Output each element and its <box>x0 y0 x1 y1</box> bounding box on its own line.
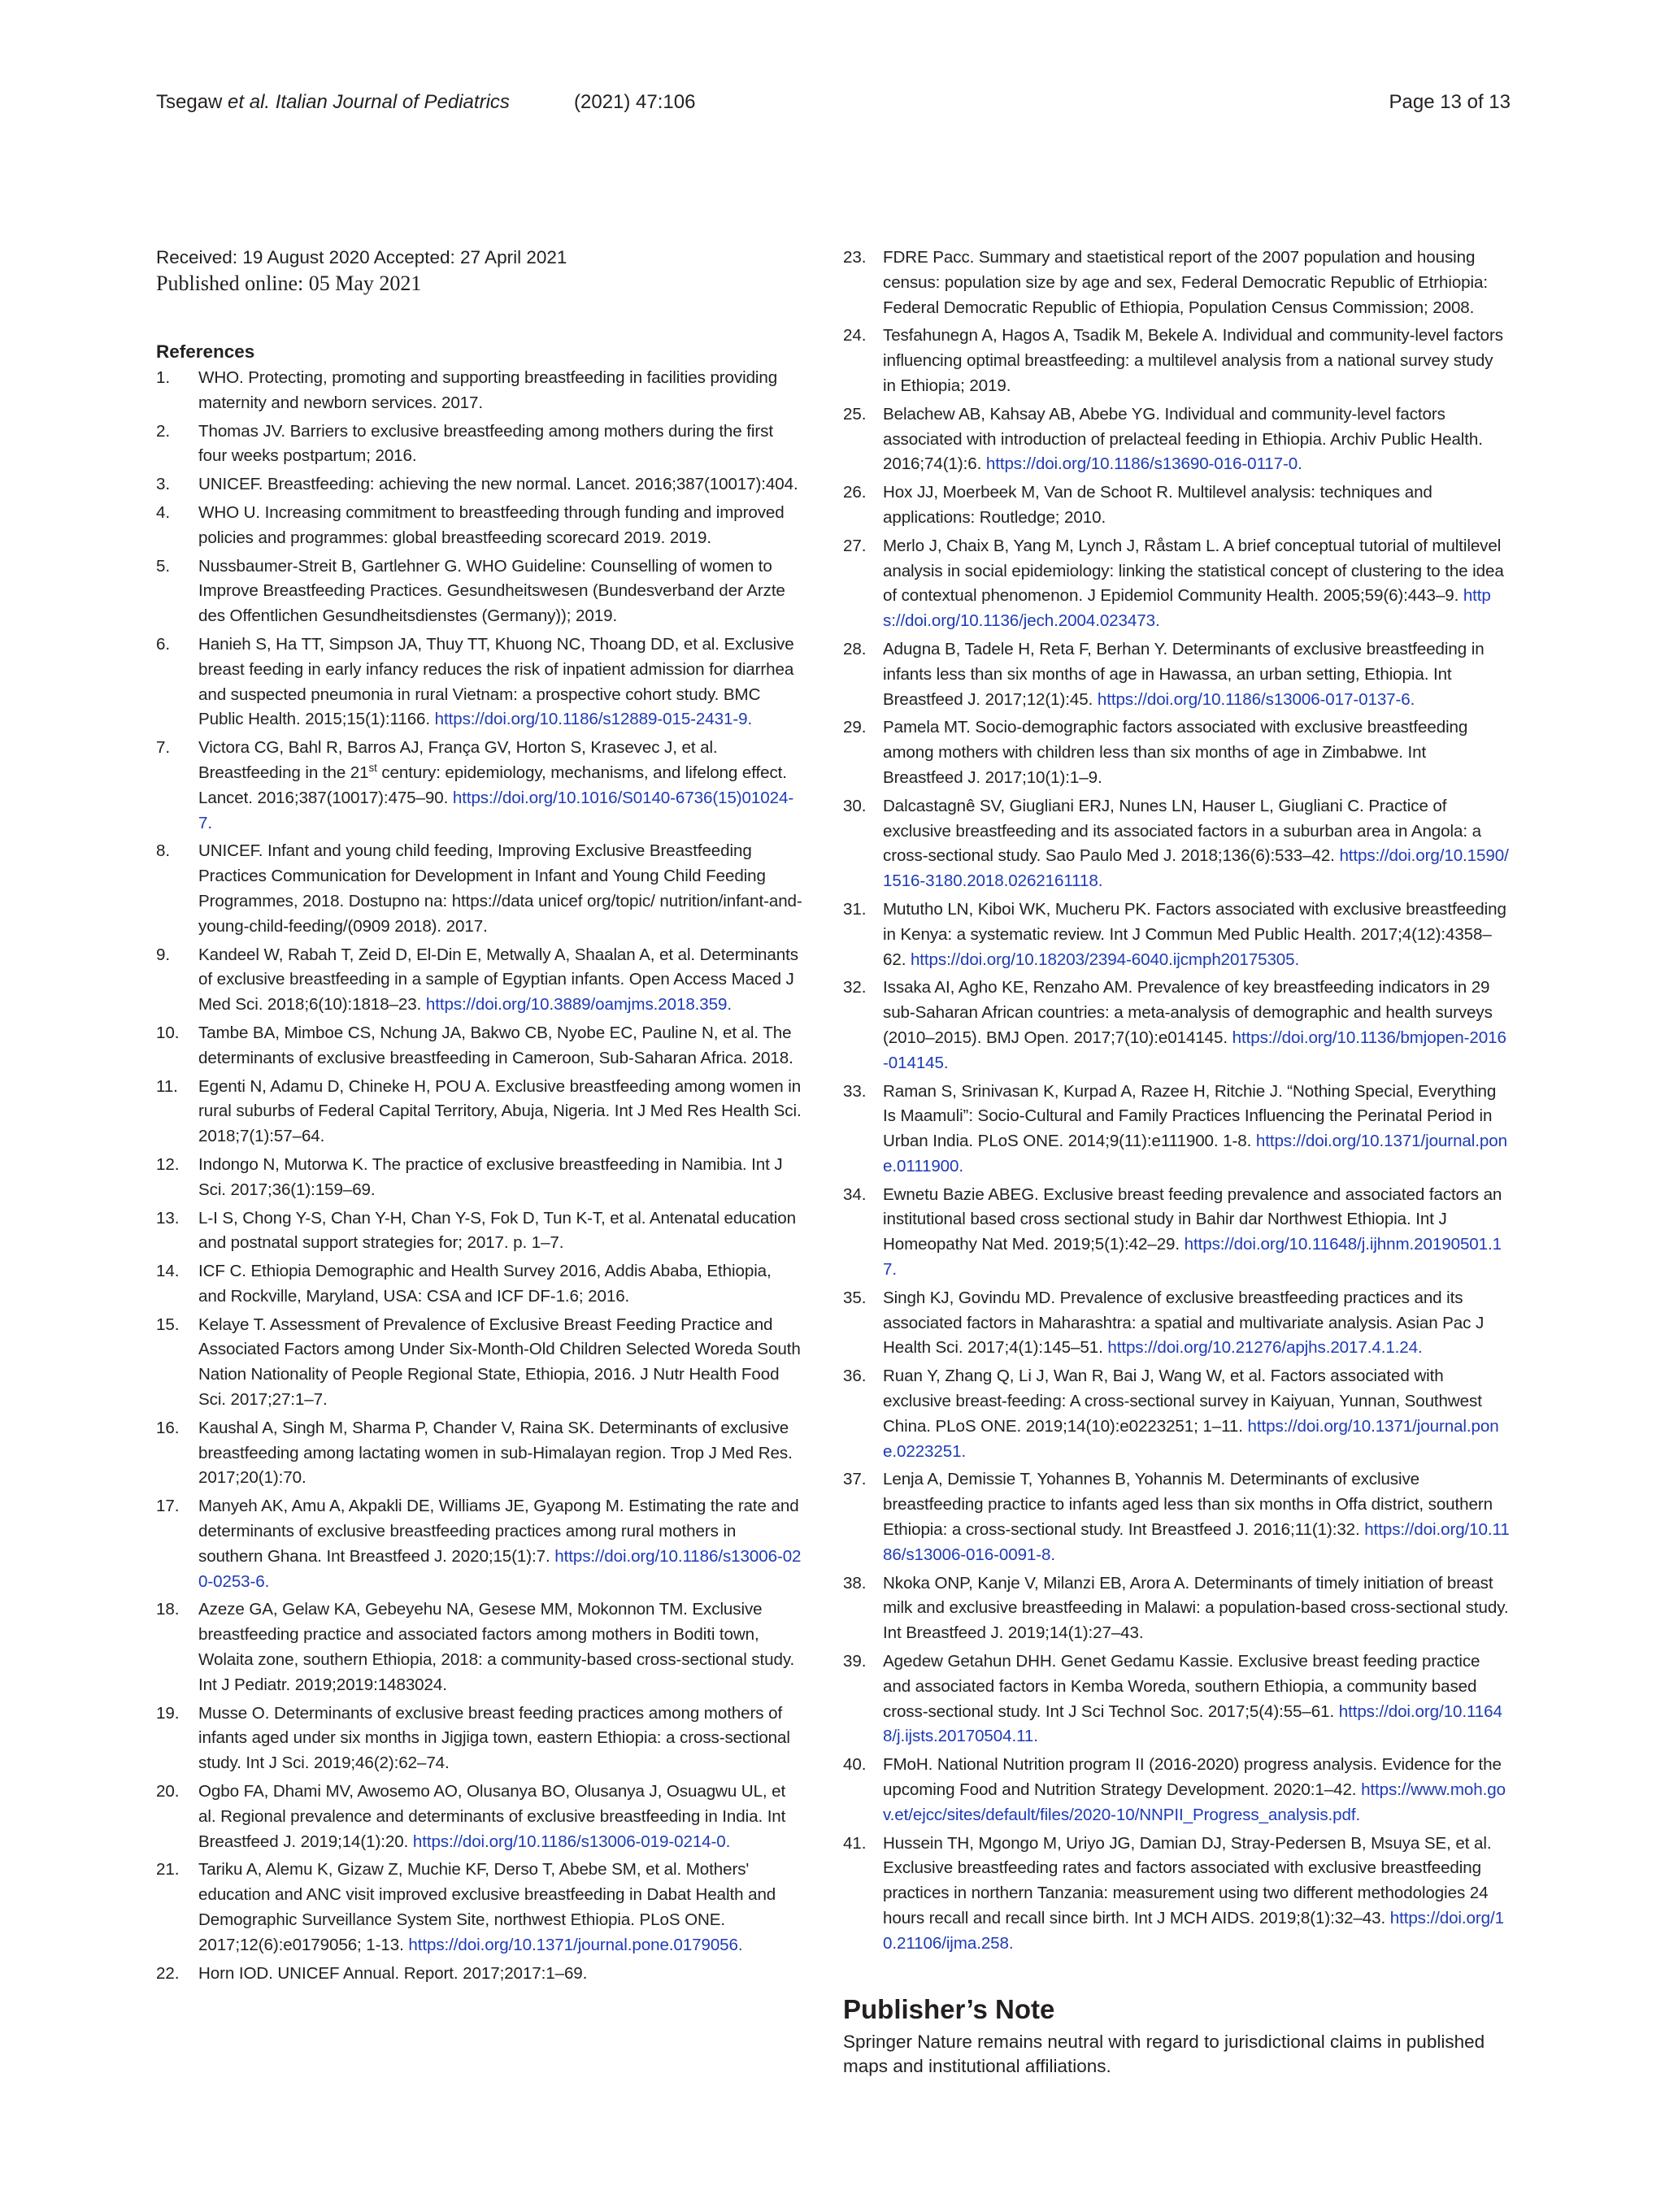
reference-doi-link[interactable]: https://doi.org/10.18203/2394-6040.ijcmph20175305. <box>910 950 1300 969</box>
reference-text: Nkoka ONP, Kanje V, Milanzi EB, Arora A. Determinants of timely initiation of breast milk and exclusive breastfeeding in Malawi: a population-based cross-sectional study. Int Breastfeed J. 2019;14(1):27–43. <box>883 1573 1509 1643</box>
reference-doi-link[interactable]: https://doi.org/10.21276/apjhs.2017.4.1.24. <box>1107 1338 1423 1358</box>
reference-text: Dalcastagnê SV, Giugliani ERJ, Nunes LN, Hauser L, Giugliani C. Practice of exclusive breastfeeding and its associated factors in a suburban area in Angola: a cross-sectional study. Sao Paulo Med J. 2018;136(6):533–42. <box>883 796 1481 866</box>
reference-number: 2. <box>156 421 170 441</box>
reference-item <box>843 324 1510 398</box>
reference-item <box>843 480 1510 531</box>
reference-number: 39. <box>843 1652 867 1671</box>
reference-item <box>156 1259 802 1310</box>
reference-item <box>843 976 1510 1076</box>
reference-text: WHO U. Increasing commitment to breastfeeding through funding and improved policies and programmes: global breastfeeding scorecard 2019. 2019. <box>198 502 785 547</box>
reference-number: 20. <box>156 1782 180 1801</box>
reference-text: Agedew Getahun DHH. Genet Gedamu Kassie. Exclusive breast feeding practice and associated factors in Kemba Woreda, southern Ethiopia, a community based cross-sectional study. Int J Sci Technol Soc. 2017;5(4):55–61. <box>883 1652 1480 1721</box>
reference-text: Egenti N, Adamu D, Chineke H, POU A. Exclusive breastfeeding among women in rural suburbs of Federal Capital Territory, Abuja, Nigeria. Int J Med Res Health Sci. 2018;7(1):57–64. <box>198 1076 802 1146</box>
reference-item <box>843 1080 1510 1180</box>
reference-doi-link[interactable]: https://doi.org/10.1136/jech.2004.023473. <box>883 586 1491 631</box>
reference-number: 14. <box>156 1262 180 1281</box>
reference-doi-link[interactable]: https://doi.org/10.1186/s13690-016-0117-0. <box>985 454 1302 474</box>
reference-text: Hussein TH, Mgongo M, Uriyo JG, Damian DJ, Stray-Pedersen B, Msuya SE, et al. Exclusive breastfeeding rates and factors associated with exclusive breastfeeding practices in northern Tanzania: measurement using two different methodologies 24 hours recall and recall since birth. Int J MCH AIDS. 2019;8(1):32–43. <box>883 1833 1492 1927</box>
reference-number: 28. <box>843 639 867 658</box>
reference-text: Tariku A, Alemu K, Gizaw Z, Muchie KF, Derso T, Abebe SM, et al. Mothers' education and ANC visit improved exclusive breastfeeding in Dabat Health and Demographic Surveillance System Site, northwest Ethiopia. PLoS ONE. 2017;12(6):e0179056; 1-13. <box>198 1860 776 1954</box>
reference-number: 37. <box>843 1470 867 1489</box>
reference-number: 12. <box>156 1154 180 1174</box>
journal-title: Tsegaw et al. Italian Journal of Pediatrics <box>156 91 510 113</box>
reference-text: FMoH. National Nutrition program II (2016-2020) progress analysis. Evidence for the upcoming Food and Nutrition Strategy Development. 2020:1–42. <box>883 1755 1502 1800</box>
reference-item <box>156 1313 802 1413</box>
reference-number: 22. <box>156 1963 180 1983</box>
reference-text: Ruan Y, Zhang Q, Li J, Wan R, Bai J, Wang W, et al. Factors associated with exclusive breast-feeding: A cross-sectional survey in Kaiyuan, Yunnan, Southwest China. PLoS ONE. 2019;14(10):e0223251; 1–11. <box>883 1367 1482 1436</box>
left-column <box>156 246 802 1989</box>
reference-item <box>843 1467 1510 1567</box>
reference-number: 34. <box>843 1184 867 1204</box>
reference-item <box>843 246 1510 320</box>
reference-item <box>156 1858 802 1958</box>
reference-text: Horn IOD. UNICEF Annual. Report. 2017;2017:1–69. <box>198 1963 588 1983</box>
reference-item <box>156 1021 802 1071</box>
reference-text: Kandeel W, Rabah T, Zeid D, El-Din E, Metwally A, Shaalan A, et al. Determinants of exclusive breastfeeding in a sample of Egyptian infants. Open Access Maced J Med Sci. 2018;6(10):1818–23. <box>198 945 798 1015</box>
published-online-date: Published online: 05 May 2021 <box>156 272 422 295</box>
reference-text: Nussbaumer-Streit B, Gartlehner G. WHO Guideline: Counselling of women to Improve Breastfeeding Practices. Gesundheitswesen (Bundesverband der Arzte des Offentlichen Gesundheitsdienstes (Germany)); 2019. <box>198 556 785 626</box>
page-number: Page 13 of 13 <box>1389 91 1511 113</box>
reference-item <box>156 943 802 1018</box>
reference-list-right <box>843 246 1510 1957</box>
reference-item <box>156 632 802 732</box>
reference-number: 40. <box>843 1755 867 1775</box>
reference-text: Kelaye T. Assessment of Prevalence of Exclusive Breast Feeding Practice and Associated Factors among Under Six-Month-Old Children Selected Woreda South Nation Nationality of People Regional State, Ethiopia, 2016. J Nutr Health Food Sci. 2017;27:1–7. <box>198 1315 801 1410</box>
article-citation: (2021) 47:106 <box>574 91 696 113</box>
reference-number: 5. <box>156 556 170 576</box>
reference-text: Indongo N, Mutorwa K. The practice of exclusive breastfeeding in Namibia. Int J Sci. 2017;36(1):159–69. <box>198 1154 783 1199</box>
reference-doi-link[interactable]: https://doi.org/10.21106/ijma.258. <box>883 1909 1504 1953</box>
publishers-note-text: Springer Nature remains neutral with regard to jurisdictional claims in published maps and institutional affiliations. <box>843 2031 1485 2076</box>
reference-number: 6. <box>156 634 170 654</box>
reference-number: 11. <box>156 1076 178 1096</box>
reference-text: FDRE Pacc. Summary and staetistical report of the 2007 population and housing census: population size by age and sex, Federal Democratic Republic of Etrhiopia: Federal Democratic Republic of Ethiopia, Population Census Commission; 2008. <box>883 248 1488 317</box>
reference-number: 1. <box>156 368 170 387</box>
reference-doi-link[interactable]: https://doi.org/10.11648/j.ijsts.20170504.11. <box>883 1701 1502 1746</box>
reference-doi-link[interactable]: https://doi.org/10.1186/s13006-016-0091-8. <box>883 1520 1510 1564</box>
reference-text: Ewnetu Bazie ABEG. Exclusive breast feeding prevalence and associated factors an institutional based cross sectional study in Bahir dar Northwest Ethiopia. Int J Homeopathy Nat Med. 2019;5(1):42–29. <box>883 1184 1502 1254</box>
reference-text: Belachew AB, Kahsay AB, Abebe YG. Individual and community-level factors associated with introduction of prelacteal feeding in Ethiopia. Archiv Public Health. 2016;74(1):6. <box>883 404 1483 474</box>
reference-number: 13. <box>156 1208 180 1228</box>
reference-item <box>843 1183 1510 1283</box>
reference-text: Manyeh AK, Amu A, Akpakli DE, Williams JE, Gyapong M. Estimating the rate and determinants of exclusive breastfeeding practices among rural mothers in southern Ghana. Int Breastfeed J. 2020;15(1):7. <box>198 1497 799 1566</box>
reference-number: 15. <box>156 1315 180 1334</box>
reference-number: 33. <box>843 1081 867 1101</box>
reference-number: 23. <box>843 248 867 267</box>
reference-item <box>156 1206 802 1257</box>
reference-item <box>156 1494 802 1594</box>
reference-item <box>843 1571 1510 1646</box>
reference-item <box>843 1364 1510 1464</box>
reference-number: 32. <box>843 978 867 997</box>
reference-text: Raman S, Srinivasan K, Kurpad A, Razee H, Ritchie J. “Nothing Special, Everything Is Maamuli”: Socio-Cultural and Family Practices Influencing the Perinatal Period in Urban India. PLoS ONE. 2014;9(11):e111900. 1-8. <box>883 1081 1497 1151</box>
reference-text: Kaushal A, Singh M, Sharma P, Chander V, Raina SK. Determinants of exclusive breastfeeding among lactating women in sub-Himalayan region. Trop J Med Res. 2017;20(1):70. <box>198 1418 793 1488</box>
reference-text: Tesfahunegn A, Hagos A, Tsadik M, Bekele A. Individual and community-level factors influencing optimal breastfeeding: a multilevel analysis from a national survey study in Ethiopia; 2019. <box>883 326 1503 395</box>
reference-doi-link[interactable]: https://doi.org/10.1590/1516-3180.2018.0262161118. <box>883 846 1509 891</box>
reference-number: 3. <box>156 475 170 494</box>
reference-number: 18. <box>156 1600 180 1619</box>
reference-number: 19. <box>156 1703 180 1723</box>
reference-number: 36. <box>843 1367 867 1386</box>
reference-item <box>156 1701 802 1776</box>
reference-doi-link[interactable]: https://doi.org/10.1371/journal.pone.0223251. <box>883 1416 1499 1461</box>
reference-doi-link[interactable]: https://doi.org/10.1186/s13006-019-0214-0. <box>412 1832 731 1851</box>
reference-text: Thomas JV. Barriers to exclusive breastfeeding among mothers during the first four weeks postpartum; 2016. <box>198 421 773 466</box>
reference-text: Pamela MT. Socio-demographic factors associated with exclusive breastfeeding among mothers with children less than six months of age in Zimbabwe. Int Breastfeed J. 2017;10(1):1–9. <box>883 718 1468 787</box>
reference-doi-link[interactable]: https://doi.org/10.1371/journal.pone.0111900. <box>883 1132 1507 1176</box>
reference-number: 41. <box>843 1833 867 1853</box>
reference-text: Ogbo FA, Dhami MV, Awosemo AO, Olusanya BO, Olusanya J, Osuagwu UL, et al. Regional prevalence and determinants of exclusive breastfeeding in India. Int Breastfeed J. 2019;14(1):20. <box>198 1782 786 1851</box>
reference-text: ICF C. Ethiopia Demographic and Health Survey 2016, Addis Ababa, Ethiopia, and Rockville, Maryland, USA: CSA and ICF DF-1.6; 2016. <box>198 1262 772 1306</box>
reference-item <box>843 897 1510 972</box>
reference-number: 4. <box>156 502 170 522</box>
reference-text: Singh KJ, Govindu MD. Prevalence of exclusive breastfeeding practices and its associated factors in Maharashtra: a spatial and multivariate analysis. Asian Pac J Health Sci. 2017;4(1):145–51. <box>883 1288 1485 1358</box>
references-heading: References <box>156 341 255 362</box>
reference-number: 31. <box>843 899 867 919</box>
reference-text: Merlo J, Chaix B, Yang M, Lynch J, Råstam L. A brief conceptual tutorial of multilevel analysis in social epidemiology: linking the statistical concept of clustering to the idea of contextual phenomenon. J Epidemiol Community Health. 2005;59(6):443–9. <box>883 536 1504 606</box>
reference-number: 17. <box>156 1497 180 1516</box>
reference-number: 8. <box>156 841 170 861</box>
reference-item <box>156 1780 802 1854</box>
reference-doi-link[interactable]: https://doi.org/10.1186/s13006-020-0253-6. <box>198 1546 802 1591</box>
reference-number: 38. <box>843 1573 867 1593</box>
reference-doi-link[interactable]: https://doi.org/10.1371/journal.pone.0179056. <box>408 1935 743 1954</box>
right-column <box>843 246 1510 2079</box>
reference-item <box>156 1416 802 1491</box>
reference-item <box>843 1286 1510 1361</box>
reference-number: 10. <box>156 1023 180 1042</box>
reference-item <box>156 501 802 551</box>
reference-text: L-I S, Chong Y-S, Chan Y-H, Chan Y-S, Fok D, Tun K-T, et al. Antenatal education and postnatal support strategies for; 2017. p. 1–7. <box>198 1208 796 1253</box>
received-accepted-dates: Received: 19 August 2020 Accepted: 27 April 2021 <box>156 247 567 267</box>
reference-number: 26. <box>843 483 867 502</box>
reference-doi-link[interactable]: https://doi.org/10.3889/oamjms.2018.359. <box>425 995 732 1015</box>
reference-doi-link[interactable]: https://doi.org/10.11648/j.ijhnm.20190501.17. <box>883 1235 1502 1280</box>
reference-text: WHO. Protecting, promoting and supporting breastfeeding in facilities providing maternity and newborn services. 2017. <box>198 368 778 412</box>
reference-text: Hanieh S, Ha TT, Simpson JA, Thuy TT, Khuong NC, Thoang DD, et al. Exclusive breast feeding in early infancy reduces the risk of inpatient admission for diarrhea and suspected pneumonia in rural Vietnam: a prospective cohort study. BMC Public Health. 2015;15(1):1166. <box>198 634 794 729</box>
reference-number: 16. <box>156 1418 180 1437</box>
reference-number: 35. <box>843 1288 867 1307</box>
reference-item <box>156 366 802 416</box>
reference-item <box>843 534 1510 634</box>
reference-item <box>156 554 802 629</box>
reference-number: 9. <box>156 945 170 964</box>
reference-item <box>843 1753 1510 1827</box>
running-header <box>156 89 1511 115</box>
reference-doi-link[interactable]: https://doi.org/10.1186/s12889-015-2431-9. <box>434 710 753 729</box>
reference-text: UNICEF. Breastfeeding: achieving the new normal. Lancet. 2016;387(10017):404. <box>198 475 798 494</box>
reference-item <box>156 419 802 470</box>
reference-item <box>843 1832 1510 1957</box>
reference-item <box>156 1962 802 1987</box>
reference-number: 29. <box>843 718 867 737</box>
reference-item <box>156 736 802 836</box>
reference-doi-link[interactable]: https://doi.org/10.1186/s13006-017-0137-6. <box>1097 689 1415 709</box>
reference-item <box>843 715 1510 790</box>
reference-item <box>843 794 1510 894</box>
reference-text: Hox JJ, Moerbeek M, Van de Schoot R. Multilevel analysis: techniques and applications: Routledge; 2010. <box>883 483 1432 527</box>
reference-item <box>156 472 802 498</box>
reference-item <box>843 637 1510 712</box>
reference-number: 25. <box>843 404 867 424</box>
reference-number: 24. <box>843 326 867 345</box>
reference-list-left <box>156 366 802 1986</box>
reference-item <box>156 839 802 939</box>
reference-item <box>843 1649 1510 1749</box>
reference-doi-link[interactable]: https://www.moh.gov.et/ejcc/sites/default/files/2020-10/NNPII_Progress_analysis.pdf. <box>883 1780 1506 1824</box>
publishers-note-heading: Publisher’s Note <box>843 1993 1055 2024</box>
reference-number: 7. <box>156 738 170 758</box>
reference-item <box>156 1075 802 1149</box>
reference-item <box>843 402 1510 477</box>
reference-text: UNICEF. Infant and young child feeding, Improving Exclusive Breastfeeding Practices Communication for Development in Infant and Young Child Feeding Programmes, 2018. Dostupno na: https://data unicef org/topic/ nutrition/infant-and-young-child-feeding/(0909 2018). 2017. <box>198 841 802 936</box>
reference-text: Azeze GA, Gelaw KA, Gebeyehu NA, Gesese MM, Mokonnon TM. Exclusive breastfeeding practice and associated factors among mothers in Boditi town, Wolaita zone, southern Ethiopia, 2018: a community-based cross-sectional study. Int J Pediatr. 2019;2019:1483024. <box>198 1600 795 1694</box>
reference-number: 30. <box>843 796 867 815</box>
reference-doi-link[interactable]: https://doi.org/10.1136/bmjopen-2016-014145. <box>883 1028 1506 1072</box>
reference-item <box>156 1597 802 1697</box>
reference-text: Victora CG, Bahl R, Barros AJ, França GV, Horton S, Krasevec J, et al. Breastfeeding in the 21st century: epidemiology, mechanisms, and lifelong effect. Lancet. 2016;387(10017):475–90. <box>198 738 787 807</box>
reference-number: 27. <box>843 536 867 555</box>
reference-doi-link[interactable]: https://doi.org/10.1016/S0140-6736(15)01024-7. <box>198 788 794 832</box>
reference-number: 21. <box>156 1860 180 1880</box>
reference-text: Tambe BA, Mimboe CS, Nchung JA, Bakwo CB, Nyobe EC, Pauline N, et al. The determinants of exclusive breastfeeding in Cameroon, Sub-Saharan Africa. 2018. <box>198 1023 793 1067</box>
reference-text: Musse O. Determinants of exclusive breast feeding practices among mothers of infants aged under six months in Jigjiga town, eastern Ethiopia: a cross-sectional study. Int J Sci. 2019;46(2):62–74. <box>198 1703 790 1773</box>
reference-text: Mututho LN, Kiboi WK, Mucheru PK. Factors associated with exclusive breastfeeding in Kenya: a systematic review. Int J Commun Med Public Health. 2017;4(12):4358–62. <box>883 899 1506 969</box>
reference-text: Adugna B, Tadele H, Reta F, Berhan Y. Determinants of exclusive breastfeeding in infants less than six months of age in Hawassa, an urban setting, Ethiopia. Int Breastfeed J. 2017;12(1):45. <box>883 639 1485 709</box>
reference-text: Lenja A, Demissie T, Yohannes B, Yohannis M. Determinants of exclusive breastfeeding practice to infants aged less than six months in Offa district, southern Ethiopia: a cross-sectional study. Int Breastfeed J. 2016;11(1):32. <box>883 1470 1493 1540</box>
reference-item <box>156 1153 802 1203</box>
reference-text: Issaka AI, Agho KE, Renzaho AM. Prevalence of key breastfeeding indicators in 29 sub-Saharan African countries: a meta-analysis of demographic and health surveys (2010–2015). BMJ Open. 2017;7(10):e014145. <box>883 978 1493 1047</box>
